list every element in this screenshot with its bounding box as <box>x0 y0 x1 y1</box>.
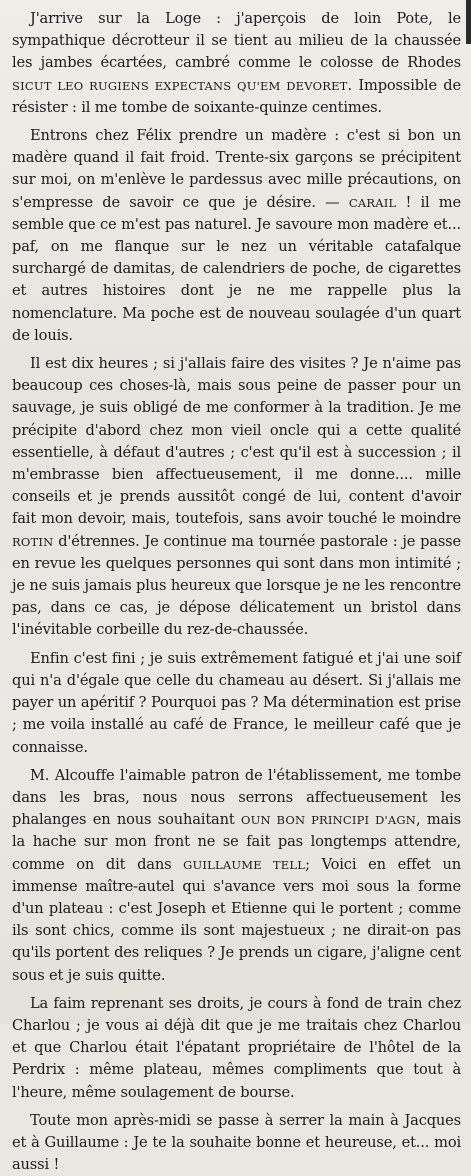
paragraph-apres-midi <box>12 1110 461 1176</box>
text-run: ; Voici en effet un immense maître-autel qui s'avance vers moi sous la forme d'un plateau : c'est Joseph et Etienne qui le portent ; comme ils sont chics, comme ils sont majestueux ; ne dirait-on pas qu'ils portent des reliques ? Je prends un cigare, j'aligne cent sous et je suis quitte. <box>12 855 462 984</box>
text-run: Il est dix heures ; si j'allais faire des visites ? Je n'aime pas beaucoup ces choses-là, mais sous peine de passer pour un sauvage, je suis obligé de me conformer à la tradition. Je me précipite d'abord chez mon vieil oncle qui a cette qualité essentielle, à défaut d'autres ; c'est qu'il est à succession ; il m'embrasse bien affectueusement, il me donne.... mille conseils et je prends aussitôt congé de lui, content d'avoir fait mon devoir, mais, toutefois, sans avoir touché le moindre <box>12 355 461 528</box>
word-rotin: ROTIN <box>12 534 54 549</box>
paragraph-charlou <box>12 993 461 1104</box>
paragraph-alcouffe <box>12 765 461 987</box>
paragraph-aperitif <box>12 648 461 759</box>
text-run: M. Alcouffe l'aimable patron de l'établissement, me tombe dans les bras, nous nous serrons affectueusement les phalanges en nous souhaitant <box>12 766 461 829</box>
latin-quote: SICUT LEO RUGIENS EXPECTANS QU'EM DEVORET <box>12 78 348 93</box>
text-run: Entrons chez Félix prendre un madère : c'est si bon un madère quand il fait froid. Trente-six garçons se précipitent sur moi, on m'enlève le pardessus avec mille précautions, on s'empresse de savoir ce que je désire. — <box>12 127 461 211</box>
occitan-greeting: OUN BON PRINCIPI D'AGN <box>240 813 417 828</box>
paragraph-visites <box>12 353 461 642</box>
text-run: Toute mon après-midi se passe à serrer la main à Jacques et à Guillaume : Je te la souhaite bonne et heureuse, et... moi aussi ! <box>12 1111 461 1174</box>
text-run: . Impossible de résister : il me tombe de soixante-quinze centimes. <box>12 76 461 116</box>
text-run: ! il me semble que ce m'est pas naturel. Je savoure mon madère et... paf, on me flanque sur le nez un véritable catafalque surchargé de damitas, de calendriers de poche, de cigarettes et autres histoires dont je ne me rappelle plus la nomenclature. Ma poche est de nouveau soulagée d'un quart de louis. <box>12 193 461 344</box>
text-run: , mais la hache sur mon front ne se fait pas longtemps attendre, comme on dit dans <box>12 811 462 873</box>
paragraph-loge <box>12 8 461 119</box>
exclamation-carail: CARAIL <box>348 195 397 210</box>
page-edge-mark <box>466 0 471 44</box>
paragraph-felix <box>12 125 461 347</box>
text-run: d'étrennes. Je continue ma tournée pastorale : je passe en revue les quelques personnes qui sont dans mon intimité ; je ne suis jamais plus heureux que lorsque je ne les rencontre pas, dans ce cas, je dépose délicatement un bristol dans l'inévitable corbeille du rez-de-chaussée. <box>12 532 461 639</box>
text-run: La faim reprenant ses droits, je cours à fond de train chez Charlou ; je vous ai déjà dit que je me traitais chez Charlou et que Charlou était l'épatant propriétaire de l'hôtel de la Perdrix : même plateau, mêmes compliments que tout à l'heure, même soulagement de bourse. <box>12 994 461 1101</box>
text-run: Enfin c'est fini ; je suis extrêmement fatigué et j'ai une soif qui n'a d'égale que celle du chameau au désert. Si j'allais me payer un apéritif ? Pourquoi pas ? Ma détermination est prise ; me voila installé au café de France, le meilleur café que je connaisse. <box>12 649 461 756</box>
text-run: J'arrive sur la Loge : j'aperçois de loin Pote, le sympathique décrotteur il se tient au milieu de la chaussée les jambes écartées, cambré comme le colosse de Rhodes <box>12 10 461 72</box>
opera-title: GUILLAUME TELL <box>183 857 306 872</box>
